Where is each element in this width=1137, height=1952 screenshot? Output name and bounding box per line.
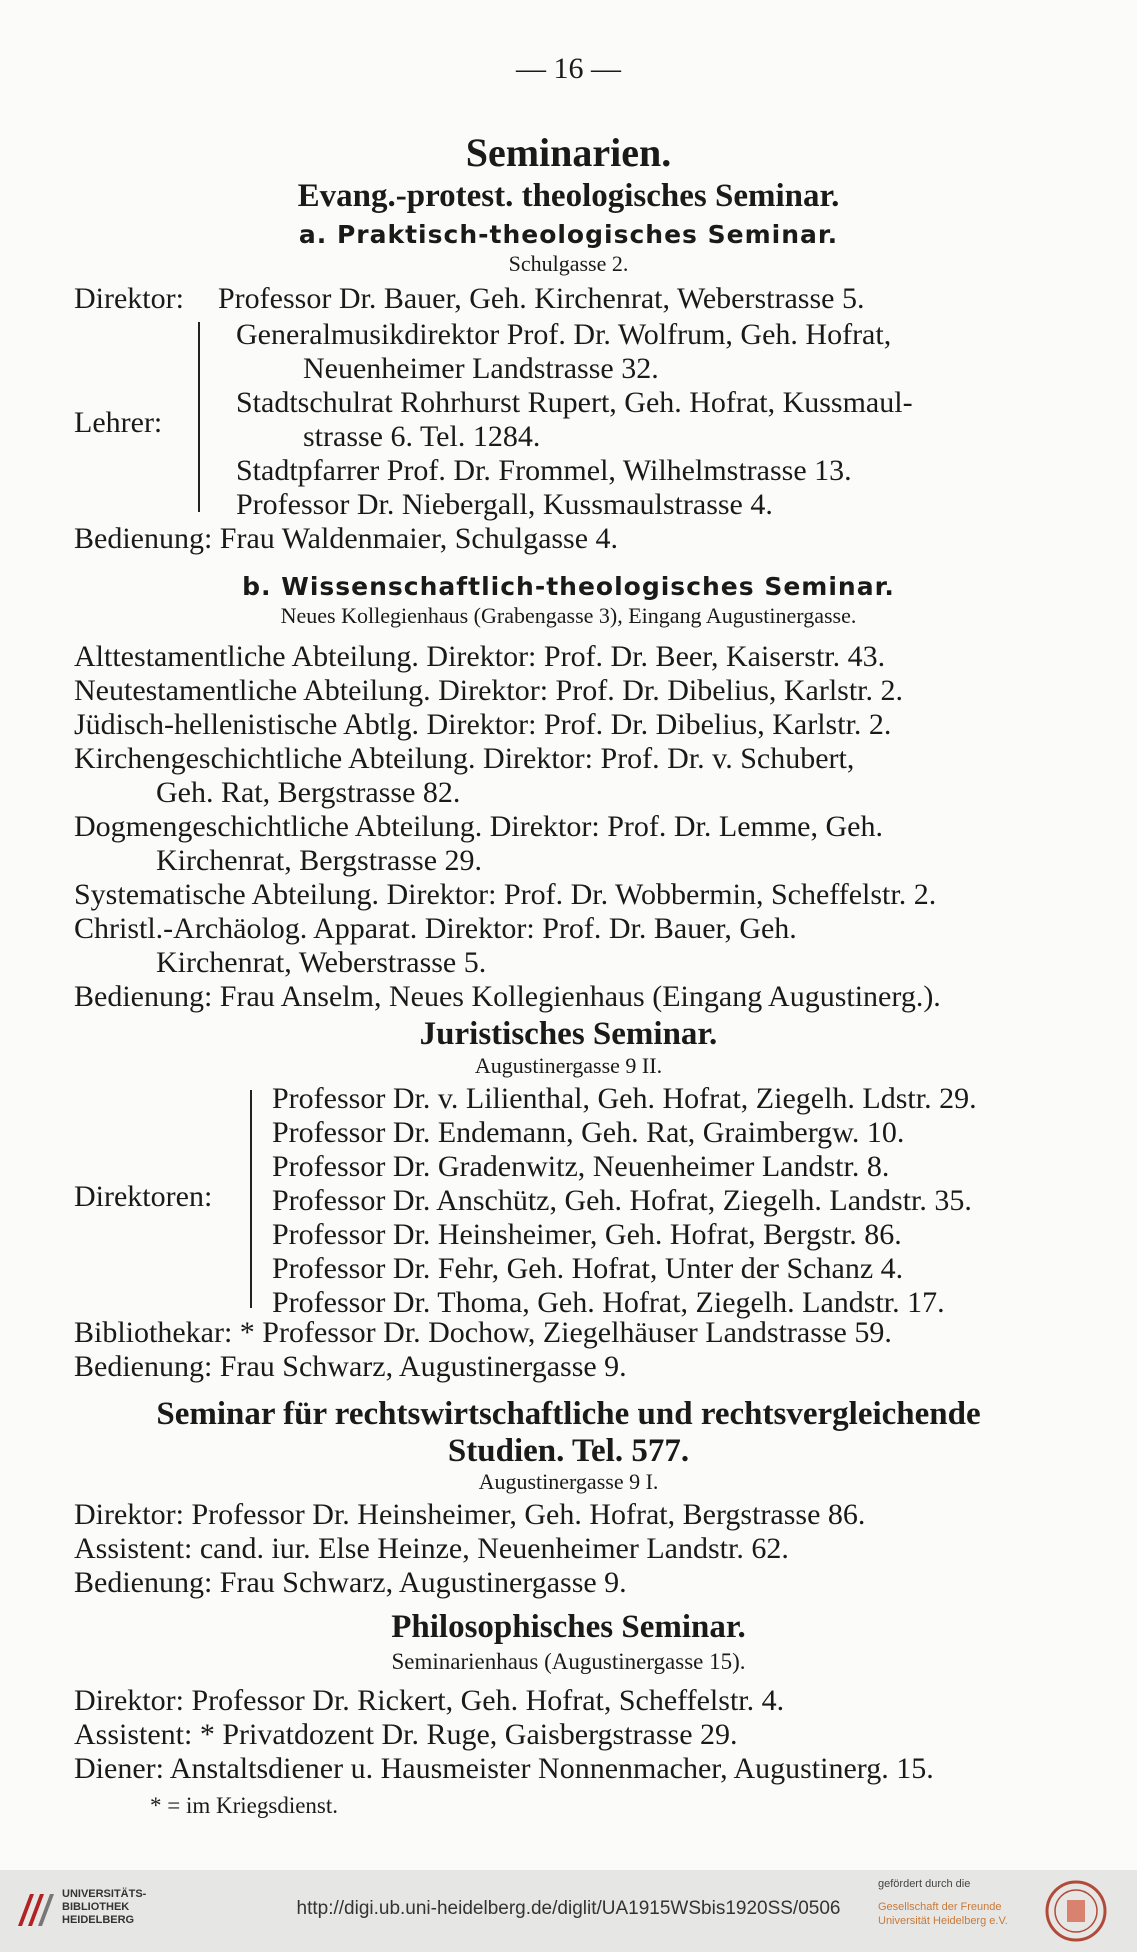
section-heading-philosophy: Philosophisches Seminar. <box>391 1609 746 1645</box>
lehrer-line: Generalmusikdirektor Prof. Dr. Wolfrum, Geh. Hofrat, <box>236 318 892 351</box>
direktor-line: Professor Dr. Fehr, Geh. Hofrat, Unter der Schanz 4. <box>272 1252 904 1285</box>
lehrer-line: Professor Dr. Niebergall, Kussmaulstrasse 4. <box>236 488 773 521</box>
staff-line: Bedienung: Frau Schwarz, Augustinergasse 9. <box>74 1566 627 1599</box>
direktor-line: Professor Dr. Heinsheimer, Geh. Hofrat, Bergstr. 86. <box>272 1218 902 1251</box>
staff-line: Direktor: Professor Dr. Heinsheimer, Geh. Hofrat, Bergstrasse 86. <box>74 1498 866 1531</box>
brace <box>250 1090 252 1308</box>
direktor-line: Professor Dr. v. Lilienthal, Geh. Hofrat, Ziegelh. Ldstr. 29. <box>272 1082 977 1115</box>
department-line: Geh. Rat, Bergstrasse 82. <box>156 776 461 809</box>
staff-line: Assistent: cand. iur. Else Heinze, Neuenheimer Landstr. 62. <box>74 1532 789 1565</box>
bedienung-line: Bedienung: Frau Schwarz, Augustinergasse 9. <box>74 1350 627 1383</box>
staff-line: Assistent: * Privatdozent Dr. Ruge, Gaisbergstrasse 29. <box>74 1718 738 1751</box>
direktor-label: Direktor: <box>74 282 184 315</box>
source-url[interactable]: http://digi.ub.uni-heidelberg.de/diglit/UA1915WSbis1920SS/0506 <box>296 1898 841 1919</box>
bibliothekar-line: Bibliothekar: * Professor Dr. Dochow, Ziegelhäuser Landstrasse 59. <box>74 1316 892 1349</box>
lehrer-line: Neuenheimer Landstrasse 32. <box>303 352 659 385</box>
sponsor-name-line: Gesellschaft der Freunde <box>878 1901 1002 1913</box>
department-line: Neutestamentliche Abteilung. Direktor: Prof. Dr. Dibelius, Karlstr. 2. <box>74 674 904 707</box>
footnote: * = im Kriegsdienst. <box>150 1793 339 1818</box>
bedienung-line: Bedienung: Frau Waldenmaier, Schulgasse 4. <box>74 522 619 555</box>
direktor-line: Professor Dr. Gradenwitz, Neuenheimer Landstr. 8. <box>272 1150 890 1183</box>
lehrer-line: strasse 6. Tel. 1284. <box>303 420 541 453</box>
subsection-heading-practical: a. Praktisch-theologisches Seminar. <box>298 220 839 249</box>
address: Augustinergasse 9 I. <box>478 1469 659 1494</box>
staff-line: Diener: Anstaltsdiener u. Hausmeister Nonnenmacher, Augustinerg. 15. <box>74 1752 934 1785</box>
department-line: Jüdisch-hellenistische Abtlg. Direktor: Prof. Dr. Dibelius, Karlstr. 2. <box>74 708 892 741</box>
lehrer-line: Stadtschulrat Rohrhurst Rupert, Geh. Hofrat, Kussmaul- <box>236 386 913 419</box>
university-seal-icon <box>1045 1880 1107 1942</box>
library-name-line: BIBLIOTHEK <box>62 1901 130 1913</box>
page-title: Seminarien. <box>465 130 672 175</box>
section-heading-comparative-law-2: Studien. Tel. 577. <box>447 1433 690 1469</box>
bedienung-line: Bedienung: Frau Anselm, Neues Kollegienhaus (Eingang Augustinerg.). <box>74 980 941 1013</box>
department-line: Dogmengeschichtliche Abteilung. Direktor: Prof. Dr. Lemme, Geh. <box>74 810 883 843</box>
direktor-line: Professor Dr. Endemann, Geh. Rat, Graimbergw. 10. <box>272 1116 905 1149</box>
direktor-line: Professor Dr. Thoma, Geh. Hofrat, Ziegelh. Landstr. 17. <box>272 1286 945 1319</box>
department-line: Christl.-Archäolog. Apparat. Direktor: Prof. Dr. Bauer, Geh. <box>74 912 797 945</box>
department-line: Alttestamentliche Abteilung. Direktor: Prof. Dr. Beer, Kaiserstr. 43. <box>74 640 886 673</box>
department-line: Systematische Abteilung. Direktor: Prof. Dr. Wobbermin, Scheffelstr. 2. <box>74 878 937 911</box>
sponsor-name <box>878 1900 1008 1928</box>
address: Seminarienhaus (Augustinergasse 15). <box>391 1649 746 1674</box>
address: Neues Kollegienhaus (Grabengasse 3), Eingang Augustinergasse. <box>280 603 857 628</box>
section-heading-law: Juristisches Seminar. <box>419 1016 718 1052</box>
page-number: — 16 — <box>516 52 621 85</box>
direktoren-label: Direktoren: <box>74 1180 213 1213</box>
footer-bar <box>0 1870 1137 1952</box>
section-heading-theology: Evang.-protest. theologisches Seminar. <box>297 178 840 214</box>
department-line: Kirchenrat, Bergstrasse 29. <box>156 844 483 877</box>
brace <box>198 322 200 512</box>
lehrer-label: Lehrer: <box>74 406 163 439</box>
lehrer-line: Stadtpfarrer Prof. Dr. Frommel, Wilhelmstrasse 13. <box>236 454 852 487</box>
direktor-line: Professor Dr. Anschütz, Geh. Hofrat, Ziegelh. Landstr. 35. <box>272 1184 972 1217</box>
subsection-heading-scientific: b. Wissenschaftlich-theologisches Seminar. <box>242 572 895 601</box>
library-name-line: HEIDELBERG <box>62 1914 135 1926</box>
department-line: Kirchengeschichtliche Abteilung. Direktor: Prof. Dr. v. Schubert, <box>74 742 855 775</box>
library-name-line: UNIVERSITÄTS- <box>62 1888 147 1900</box>
sponsor-name-line: Universität Heidelberg e.V. <box>878 1915 1008 1927</box>
sponsor-caption: gefördert durch die <box>878 1878 971 1890</box>
address: Augustinergasse 9 II. <box>474 1053 663 1078</box>
department-line: Kirchenrat, Weberstrasse 5. <box>156 946 487 979</box>
address: Schulgasse 2. <box>508 251 629 276</box>
staff-line: Direktor: Professor Dr. Rickert, Geh. Hofrat, Scheffelstr. 4. <box>74 1684 785 1717</box>
section-heading-comparative-law: Seminar für rechtswirtschaftliche und rechtsvergleichende <box>156 1396 981 1432</box>
direktor-entry: Professor Dr. Bauer, Geh. Kirchenrat, Weberstrasse 5. <box>218 282 865 315</box>
